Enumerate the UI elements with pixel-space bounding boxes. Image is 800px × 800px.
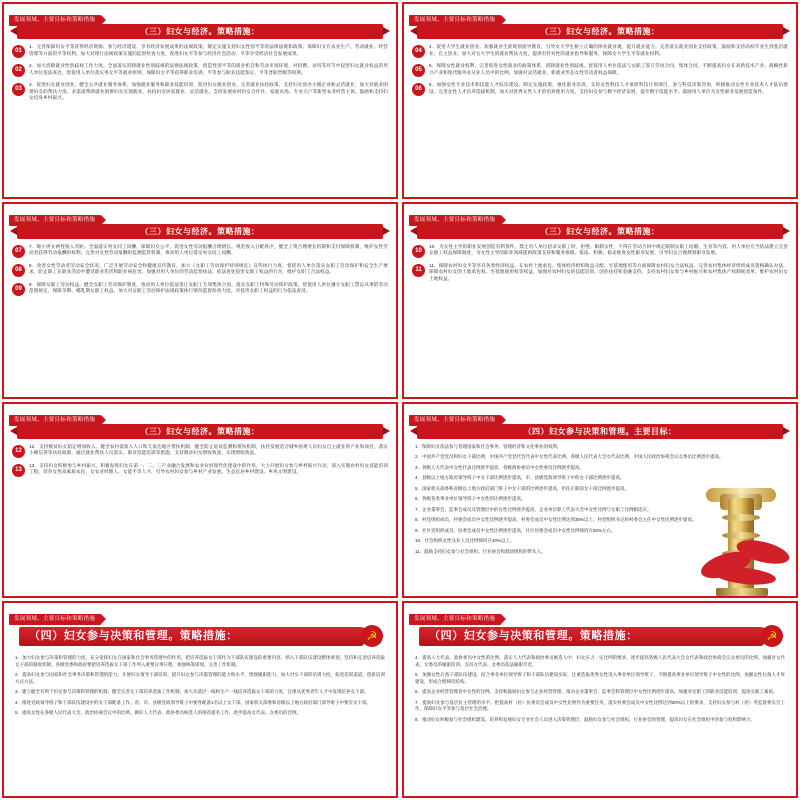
list-item <box>412 63 788 77</box>
item-text: 2．中国共产党党员和妇女干部比例，中国共产党党代会代表中女性代表比例、各级人民代表大会女代表比例、中国人民政治协商会议女委员比例逐步提高。 <box>415 454 724 459</box>
list-item <box>12 244 388 258</box>
item-text: 3．各级人大代表中女性代表比例逐步提高，各级政协委员中女性委员比例逐步提高。 <box>415 464 584 470</box>
item-number-badge: 12 <box>12 445 25 458</box>
list-item <box>412 44 788 58</box>
slide-card <box>2 2 398 199</box>
slide-header-tag: 发展领域、主要目标和策略措施 <box>409 15 501 26</box>
slide-header-ribbon <box>409 607 791 623</box>
item-text: 6．各级各类事业单位领导班子中女性的比例逐步提高。 <box>415 496 526 501</box>
item-text: 10．社会组织女性从业人员比例保持在40%以上。 <box>415 538 515 543</box>
item-text: 2．提高妇女参与国家和社会事务决策和管理的能力。开展妇女领导干部培训，提升妇女参与决策管理的能力和水平，增强履职能力。加大对女干部的培训力度，拓宽培训渠道，创新培训方式方法。 <box>15 672 385 684</box>
list-item <box>12 263 388 277</box>
slide-header-tag: 发展领域、主要目标和策略措施 <box>409 415 501 426</box>
slide-header-tag: 发展领域、主要目标和策略措施 <box>409 215 501 226</box>
item-text: 7．提高妇女参与基层民主管理的水平。把提高村（居）民委员会成员中女性比例作为重要任务，落实村委会成员中女性比例达到30%以上的要求，支持妇女参与村（居）务监督委员会工作，保障妇女平等参与基层社会治理。 <box>415 699 785 712</box>
slide-card <box>2 402 398 599</box>
slide-item-list <box>9 655 391 717</box>
slide-title: （三）妇女与经济。策略措施： <box>17 424 383 439</box>
item-text: 1．加大妇女参与决策和管理的力度。充分发挥妇女在国家和社会事务管理中的作用，把培养选拔女干部作为干部队伍建设的重要内容，纳入干部队伍建设整体规划，坚持和完善培养选拔女干部的制度机制。各级党委和政府要把培养选拔女干部工作列入重要议事日程，加强统筹谋划，完善工作机制。 <box>15 655 385 667</box>
item-text: 13．支持妇女积极参与乡村振兴。积极发挥妇女在第一、二、三产业融合发展和农业农村现代化建设中的作用，大力开展妇女参与乡村振兴行动，深入实施农村妇女技能培训工程，培育女性高素质农民、女农业经理人、女能手等人才，引导农村妇女参与乡村产业发展、生态宜居乡村建设、乡风文明建设。 <box>29 462 388 475</box>
slide-card <box>402 202 798 399</box>
slide-title-block <box>9 623 391 649</box>
item-text: 4．县级以上地方政府领导班子中女干部比例逐步提高，市、县级党政领导班子中的女干部比例逐步提高。 <box>415 475 625 480</box>
list-item <box>412 263 788 283</box>
slide-header-ribbon <box>409 408 791 421</box>
slide-title: （三）妇女与经济。策略措施： <box>17 24 383 39</box>
item-number-badge: 09 <box>12 283 25 296</box>
slide-title: （三）妇女与经济。策略措施： <box>17 224 383 239</box>
list-item <box>12 44 388 58</box>
slide-item-list <box>409 444 791 556</box>
slide-card <box>402 601 798 798</box>
item-number-badge: 04 <box>412 45 425 58</box>
slide-header-tag: 发展领域、主要目标和策略措施 <box>9 215 101 226</box>
item-text: 2．加大消除就业性别歧视工作力度。全面落实消除就业性别歧视的法律法规政策，创造性别平等的就业机会和劳动市场环境，对招聘、录用等环节中侵害妇女就业权益的用人单位依法查处，督促用人单位落实男女平等就业原则，保障妇女平等获得职业培训、平等参与职业技能鉴定、平等晋职晋级等权利。 <box>29 63 388 75</box>
slide-header-ribbon <box>9 8 391 21</box>
slide-header-tag: 发展领域、主要目标和策略措施 <box>9 614 101 625</box>
slide-header-ribbon <box>409 8 791 21</box>
slide-header-ribbon <box>9 408 391 421</box>
item-number-badge: 07 <box>12 245 25 258</box>
item-number-badge: 05 <box>412 64 425 77</box>
item-text: 11．保障农村妇女平等享有各类经济权益。在农村土地承包、集体经济组织收益分配、宅基地使用等方面保障农村妇女合法权益。完善农村集体经济组织成员资格确认办法，保障农村妇女的土地承包权、宅基地使用权等权益。加强对农村妇女的技能培训、创业扶持和金融支持，支持农村妇女参与乡村振兴和农村集体产权制度改革，维护农村妇女土地权益。 <box>429 262 788 281</box>
item-number-badge: 03 <box>12 83 25 96</box>
slide-item-list <box>9 44 391 102</box>
item-number-badge: 02 <box>12 64 25 77</box>
slide-title-block <box>409 623 791 649</box>
slide-header-ribbon <box>9 208 391 221</box>
list-item <box>12 282 388 296</box>
slide-header-ribbon <box>409 208 791 221</box>
slide-card <box>402 2 798 199</box>
item-text: 10．为女性主导的职业发展创造有利条件。禁止用人单位招录女职工时，拒绝、限制女性，不得在劳动合同中规定限制女职工结婚、生育等内容。用人单位应当依法建立完善女职工权益保障制度，为女性主导的职业领域提供政策支持和服务保障。依法、积极、稳妥推进女性职业发展，引导妇女合理规划职业发展。 <box>429 243 788 256</box>
item-text: 5．提高女性在各级人民代表大会、政治协商会议中的比例。做好人大代表、政协委员候选人的推荐提名工作，逐步提高女代表、女委员的比例。 <box>15 710 301 716</box>
item-text: 5．国家机关部委和省级以上地方政府部门班子中女干部的比例逐步提高，担任正职的女干部比例逐步提高。 <box>415 485 629 491</box>
slide-header-tag: 发展领域、主要目标和策略措施 <box>9 415 101 426</box>
slide-item-list <box>409 655 791 723</box>
item-number-badge: 01 <box>12 45 25 58</box>
item-text: 5．保障女性就业权利。完善促进女性就业的政策体系，消除就业性别歧视。督促用人单位依法与女职工签订劳动合同、集体合同，不断提高妇女在高新技术产业、战略性新兴产业和现代服务业从业人员中的比例。加强对灵活就业、新就业形态女性劳动者权益保障。 <box>429 63 788 75</box>
item-text: 5．加强女性后备干部队伍建设。结合事业单位领导班子和干部队伍建设实际，注重选拔优秀女性进入事业单位领导班子，不断提高事业单位领导班子中女性的比例。加强女性后备人才库建设，形成合理梯次结构。 <box>415 672 785 684</box>
list-item <box>12 63 388 77</box>
slide-card <box>2 202 398 399</box>
item-text: 7．企业董事会、监事会成员及管理层中的女性比例逐步提高，企业单位职工代表大会中女性比例与女职工比例相适应。 <box>415 506 652 512</box>
item-text: 3．促进妇女就业创业。健全公共就业服务体系，加强就业服务和职业技能培训，促进妇女就业创业。完善就业扶持政策，支持妇女创办小微企业和灵活就业，加大对就业困难妇女的帮扶力度。多渠道帮助就业困难妇女实现就业，扶持妇女居家就业、灵活就业。支持发展农村妇女合作社、家庭农场、专业大户等新型农业经营主体。鼓励和支持妇女投身乡村振兴。 <box>29 82 388 101</box>
slide-title: （四）妇女参与决策和管理。策略措施： <box>29 630 238 643</box>
slide-item-list <box>9 244 391 296</box>
item-text: 4．提高人大代表、政协委员中女性的比例。落实人大代表和政协委员候选人中，妇女应占一定比例的要求，逐步提高各级人民代表大会女代表和政治协商会议女委员的比例。加强对女代表、女委员的履职培训，支持女代表、女委员依法履职尽责。 <box>415 655 785 667</box>
item-text: 1．完善保障妇女平等获得经济资源、参与经济建设、享有经济发展成果的法规政策。制定实施支持妇女性别平等的法律法规和政策。保障妇女在农业生产、劳动就业、经营管理等方面的平等权利。加大对现行法规政策实施的监督检查力度，促进妇女平等参与经济社会活动、平等享受经济社会发展成果。 <box>29 44 388 56</box>
item-text: 7．缩小男女两性收入差距。全面落实男女同工同酬，保障妇女公平、促进女性劳动报酬合理增长。规范收入分配秩序，健全工资合理增长机制和支付保障机制，维护女性劳动者获得劳动报酬的权利，完善对女性劳动报酬的监测监管机制，推动用人单位落实男女同工同酬。 <box>29 243 388 256</box>
item-text: 6．加强女性专业技术和技能人才队伍建设。制定实施政策，强化职业培训，支持女性科技人才承担科技计划项目，参与科技决策咨询，积极推动女性专业技术人才队伍建设。完善女性人才培养选拔机制，加大对优秀女性人才的培养使用力度。支持妇女参与数字经济发展，提升数字技能水平。鼓励用人单位为女性职业发展创造条件。 <box>429 82 788 94</box>
slide-item-list <box>409 244 791 283</box>
item-text: 4．推进党政领导班子和干部队伍建设中的女干部配备工作。省、市、县级党政领导班子中要各配备1名以上女干部，国家机关部委和省级以上地方政府部门领导班子中要有女干部。 <box>15 699 371 705</box>
list-item <box>412 244 788 258</box>
item-text: 3．建立健全有利于妇女参与决策和管理的机制。健全完善女干部培养选拔工作机制，加大从基层一线和生产一线培养选拔女干部的力度，注重从优秀青年人才中发现培养女干部。 <box>15 689 369 695</box>
slide-title: （四）妇女参与决策和管理。策略措施： <box>429 630 638 643</box>
list-item <box>412 82 788 96</box>
item-text: 8．改善女性劳动者劳动安全状况。广泛开展劳动安全和健康宣传教育，加大《女职工劳动保护特别规定》宣传执行力度，督促用人单位落实女职工劳动保护和安全生产要求，防止职工在职业活动中遭受职业伤害和职业病危害。加强对用人单位的劳动监察执法，依法查处侵害女职工权益的行为，维护女职工合法权益。 <box>29 262 388 275</box>
list-item <box>12 463 388 477</box>
list-item <box>12 82 388 102</box>
item-number-badge: 10 <box>412 245 425 258</box>
item-text: 9．社区党组织成员、居委会成员中女性比例逐步提高，社区居委会成员中女性比例保持在50%左右。 <box>415 527 616 533</box>
item-text: 8．村党组织成员、村委会成员中女性比例逐步提高，村委会成员中女性比例达到30%以上，村党组织书记和村委会主任中女性比例逐步提高。 <box>415 517 697 522</box>
slide-header-tag: 发展领域、主要目标和策略措施 <box>9 15 101 26</box>
item-number-badge: 08 <box>12 264 25 277</box>
slide-card <box>2 601 398 798</box>
slide-card <box>402 402 798 599</box>
slide-item-list <box>409 44 791 96</box>
party-emblem-icon: ☭ <box>759 623 785 649</box>
slide-header-tag: 发展领域、主要目标和策略措施 <box>409 614 501 625</box>
item-text: 6．提高企业经营管理者中女性的比例。支持和鼓励妇女参与企业经营管理，推动企业董事会、监事会和管理层中女性比例逐步提高。加强对女职工的职业技能培训，提高女职工素质。 <box>415 689 778 695</box>
slide-item-list <box>9 444 391 477</box>
item-text: 4．促进大学生就业创业。加强就业生涯规划指导教育，引导女大学生树立正确的择业就业观，提升就业能力。完善落实就业创业支持政策，鼓励和支持高校毕业生到基层就业、自主创业。加大对女大学生的就业帮扶力度，提供有针对性的就业指导和服务，保障女大学生平等就业权利。 <box>429 44 788 56</box>
item-text: 12．支持脱贫妇女稳定增加收入。健全农村低收入人口和欠发达地区帮扶机制，健全防止返贫监测和帮扶机制，扶持发展适合城乡困难人员妇女自主就业的产业和项目，落实小额信贷等扶持政策，通过就业帮扶人员落实、职业技能培训等措施，支持脱贫妇女增收致富，实现增收致富。 <box>29 443 388 456</box>
item-number-badge: 06 <box>412 83 425 96</box>
list-item <box>12 444 388 458</box>
item-text: 9．保障女职工劳动权益。健全女职工劳动保护制度，推动用人单位依法签订女职工专项集体合同，落实女职工特殊劳动保护政策。督促用人单位遵守女职工禁忌从事的劳动范围规定，保障孕期、哺乳期女职工权益。加大对女职工劳动保护法规政策执行情况监督检查力度，对侵害女职工权益的行为依法查处。 <box>29 281 388 294</box>
slide-title: （四）妇女参与决策和管理。主要目标： <box>417 424 783 439</box>
item-text: 8．推动妇女积极参与社会组织建设。培养和发展妇女专业社会人员进入决策管理层，鼓励妇女参与社会组织、行业协会的管理，提高妇女在社会组织中的参与度和影响力。 <box>415 716 755 722</box>
slide-title: （三）妇女与经济。策略措施： <box>417 24 783 39</box>
item-number-badge: 13 <box>12 464 25 477</box>
slide-title: （三）妇女与经济。策略措施： <box>417 224 783 239</box>
item-number-badge: 11 <box>412 264 425 277</box>
slide-header-ribbon <box>9 607 391 623</box>
party-emblem-icon: ☭ <box>359 623 385 649</box>
item-text: 11．鼓励支持妇女参与社会组织、行业协会和群团组织的带头人。 <box>415 548 546 554</box>
item-text: 1．保障妇女依法参与管理国家和社会事务、管理经济和文化事业的权利。 <box>415 443 562 449</box>
